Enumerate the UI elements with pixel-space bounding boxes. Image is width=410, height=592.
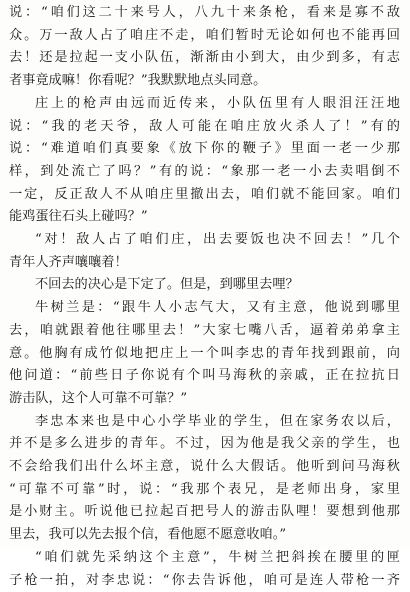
text-line: 去，咱就跟着他往哪里去！”大家七嘴八舌，逼着弟弟拿主 (9, 322, 400, 338)
text-line: 不会给我们出什么坏主意，说什么大假话。他听到问马海秋 (9, 459, 400, 475)
text-line: 他问道：“前些日子你说有个叫马海秋的亲戚，正在拉抗日 (9, 368, 400, 384)
text-line: 能鸡蛋往石头上碰吗？” (9, 209, 148, 225)
text-line: 说：“咱们这二十来号人，八九十来条枪，看来是寡不敌 (9, 5, 400, 20)
page-text (9, 2, 400, 592)
text-line: 不回去的决心是下定了。但是，到哪里去哩？ (35, 277, 299, 293)
text-line: 说：“难道咱们真要象《放下你的鞭子》里面一老一少那 (9, 141, 400, 157)
text-line: 李忠本来也是中心小学毕业的学生，但在家务农以后， (35, 413, 400, 429)
text-line: 去！还是拉起一支小队伍，渐渐由小到大，由少到多，有志 (9, 50, 400, 66)
text-line: 是小财主。听说他已拉起百把号人的游击队哩！要想到他那 (9, 504, 400, 520)
text-line: 意。他胸有成竹似地把庄上一个叫李忠的青年找到跟前，向 (9, 345, 400, 361)
text-line: 众。万一敌人占了咱庄不走，咱们暂时无论如何也不能再回 (9, 27, 400, 43)
text-line: 游击队，这个人可靠不可靠？” (9, 390, 188, 406)
text-line: 青年人齐声嚷嚷着！ (9, 254, 128, 270)
text-line: 样，到处流亡了吗？”有的说：“象那一老一小去卖唱倒不 (9, 163, 400, 179)
text-line: “对！敌人占了咱们庄，出去要饭也决不回去！”几个 (35, 232, 400, 248)
text-line: “咱们就先采纳这个主意”，牛树兰把斜挨在腰里的匣 (35, 549, 400, 565)
text-line: 牛树兰是：“跟牛人小志气大，又有主意，他说到哪里 (35, 300, 400, 316)
text-line: 者事竟成嘛！你看呢？”我默默地点头同意。 (9, 73, 267, 89)
text-line: 子枪一拍，对李忠说：“你去告诉他，咱可是连人带枪一齐 (9, 572, 400, 588)
text-line: 并不是多么进步的青年。不过，因为他是我父亲的学生，也 (9, 436, 400, 452)
text-line: 说：“我的老天爷，敌人可能在咱庄放火杀人了！”有的 (9, 118, 400, 134)
text-line: 一定，反正敌人不从咱庄里撤出去，咱们就不能回家。咱们 (9, 186, 400, 202)
text-line: “可靠不可靠”时，说：“我那个表兄，是老师出身，家里 (9, 481, 400, 497)
text-line: 庄上的枪声由远而近传来，小队伍里有人眼泪汪汪地 (35, 95, 400, 111)
text-line: 里去，我可以先去报个信，看他愿不愿意收咱。” (9, 527, 287, 543)
